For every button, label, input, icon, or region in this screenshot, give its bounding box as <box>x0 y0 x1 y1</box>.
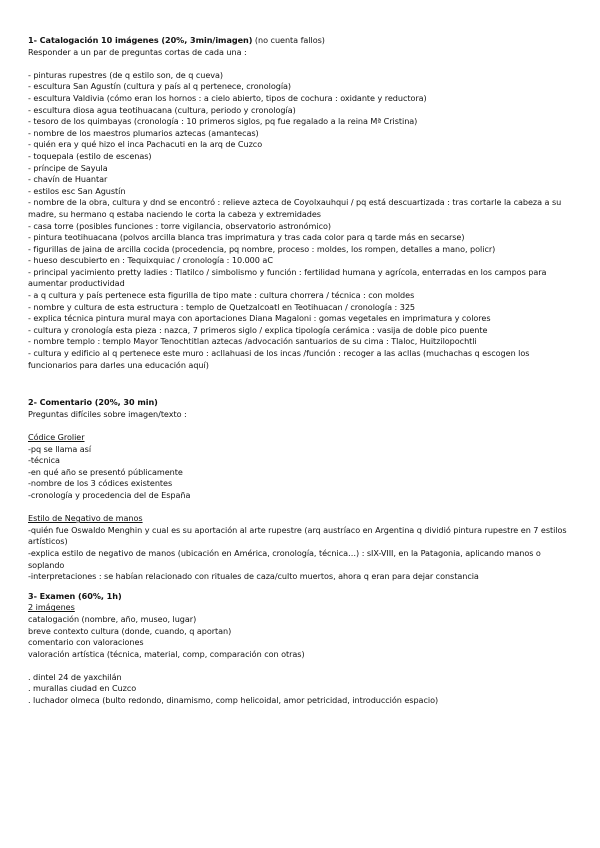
list-item: -interpretaciones : se habían relacionado con rituales de caza/culto muertos, ahora q eran para dejar constancia <box>28 571 479 582</box>
hands-list <box>28 525 576 583</box>
list-item: valoración artística (técnica, material, comp, comparación con otras) <box>28 648 305 659</box>
list-item: - explica técnica pintura mural maya con aportaciones Diana Magaloni : gomas vegetales en imprimatura y colores <box>28 313 491 324</box>
list-item: - cultura y edificio al q pertenece este muro : acllahuasi de los incas /función : recoger a las acllas (muchachas q escogen los funcionarios para darles una educación aquí) <box>28 348 530 370</box>
list-item: . murallas ciudad en Cuzco <box>28 683 137 694</box>
list-item: - quién era y qué hizo el inca Pachacuti en la arq de Cuzco <box>28 139 263 150</box>
list-item: -explica estilo de negativo de manos (ubicación en América, cronología, técnica…) : sIX-VIII, en la Patagonia, aplicando manos o soplando <box>28 547 541 570</box>
criteria-list <box>28 614 576 660</box>
list-item: . luchador olmeca (bulto redondo, dinamismo, comp helicoidal, amor petricidad, introducción espacio) <box>28 695 439 706</box>
codex-list <box>28 444 576 502</box>
spacer <box>28 420 576 432</box>
section2-heading: 2- Comentario (20%, 30 min) <box>28 397 158 408</box>
list-item: breve contexto cultura (donde, cuando, q aportan) <box>28 625 232 636</box>
section1-heading-title: 1- Catalogación 10 imágenes (20%, 3min/imagen) <box>28 35 253 45</box>
list-item: - nombre templo : templo Mayor Tenochtitlan aztecas /advocación santuarios de su cima : Tlaloc, Huitzilopochtli <box>28 336 477 347</box>
section1-heading <box>28 35 576 47</box>
section3-heading: 3- Examen (60%, 1h) <box>28 590 122 601</box>
list-item: - hueso descubierto en : Tequixquiac / cronología : 10.000 aC <box>28 255 273 266</box>
list-item: - pintura teotihuacana (polvos arcilla blanca tras imprimatura y tras cada color para q tarde más en secarse) <box>28 232 465 243</box>
list-item: - a q cultura y país pertenece esta figurilla de tipo mate : cultura chorrera / técnica : con moldes <box>28 290 415 301</box>
section1-heading-note: (no cuenta fallos) <box>252 35 325 45</box>
spacer <box>28 660 576 672</box>
list-item: - figurillas de jaina de arcilla cocida (procedencia, pq nombre, proceso : moldes, los rompen, detalles a mano, policr) <box>28 243 496 254</box>
spacer <box>28 371 576 397</box>
hands-title: Estilo de Negativo de manos <box>28 513 143 524</box>
section2-intro: Preguntas difíciles sobre imagen/texto : <box>28 408 187 419</box>
list-item: - cultura y cronología esta pieza : nazca, 7 primeros siglo / explica tipología cerámica : vasija de doble pico puente <box>28 324 488 335</box>
spacer <box>28 58 576 70</box>
list-item: - chavín de Huantar <box>28 174 108 185</box>
section3-subtitle: 2 imágenes <box>28 602 75 613</box>
list-item: - escultura San Agustín (cultura y país al q pertenece, cronología) <box>28 81 292 92</box>
list-item: - príncipe de Sayula <box>28 162 108 173</box>
list-item: -en qué año se presentó públicamente <box>28 466 183 477</box>
list-item: -cronología y procedencia del de España <box>28 489 191 500</box>
list-item: - nombre y cultura de esta estructura : templo de Quetzalcoatl en Teotihuacan / cronología : 325 <box>28 301 416 312</box>
list-item: - escultura Valdivia (cómo eran los hornos : a cielo abierto, tipos de cochura : oxidante y reductora) <box>28 92 427 103</box>
list-item: - nombre de la obra, cultura y dnd se encontró : relieve azteca de Coyolxauhqui / pq está descuartizada : tras cortarle la cabeza a su madre, su hermano q estaba naciendo le corta la cabeza y extremidades <box>28 197 562 219</box>
list-item: -nombre de los 3 códices existentes <box>28 478 173 489</box>
section1-list <box>28 70 576 371</box>
spacer <box>28 502 576 514</box>
list-item: - nombre de los maestros plumarios aztecas (amantecas) <box>28 127 259 138</box>
list-item: -técnica <box>28 455 60 466</box>
codex-title: Códice Grolier <box>28 432 85 442</box>
list-item: - tesoro de los quimbayas (cronología : 10 primeros siglos, pq fue regalado a la reina Mª Cristina) <box>28 116 418 127</box>
list-item: - principal yacimiento pretty ladies : Tlatilco / simbolismo y función : fertilidad humana y agrícola, enterradas en los campos para aumentar productividad <box>28 266 547 289</box>
list-item: . dintel 24 de yaxchilán <box>28 671 122 682</box>
list-item: comentario con valoraciones <box>28 637 144 648</box>
document-page <box>28 35 576 707</box>
section1-intro: Responder a un par de preguntas cortas de cada una : <box>28 46 247 57</box>
list-item: catalogación (nombre, año, museo, lugar) <box>28 613 197 624</box>
list-item: -pq se llama así <box>28 443 92 454</box>
list-item: - toquepala (estilo de escenas) <box>28 150 152 161</box>
list-item: - casa torre (posibles funciones : torre vigilancia, observatorio astronómico) <box>28 220 331 231</box>
list-item: -quién fue Oswaldo Menghin y cual es su aportación al arte rupestre (arq austríaco en Argentina q dividió pintura rupestre en 7 estilos artísticos) <box>28 524 567 547</box>
list-item: - pinturas rupestres (de q estilo son, de q cueva) <box>28 69 224 80</box>
list-item: - escultura diosa agua teotihuacana (cultura, periodo y cronología) <box>28 104 296 115</box>
list-item: - estilos esc San Agustín <box>28 185 126 196</box>
works-list <box>28 672 576 707</box>
spacer <box>28 583 576 591</box>
